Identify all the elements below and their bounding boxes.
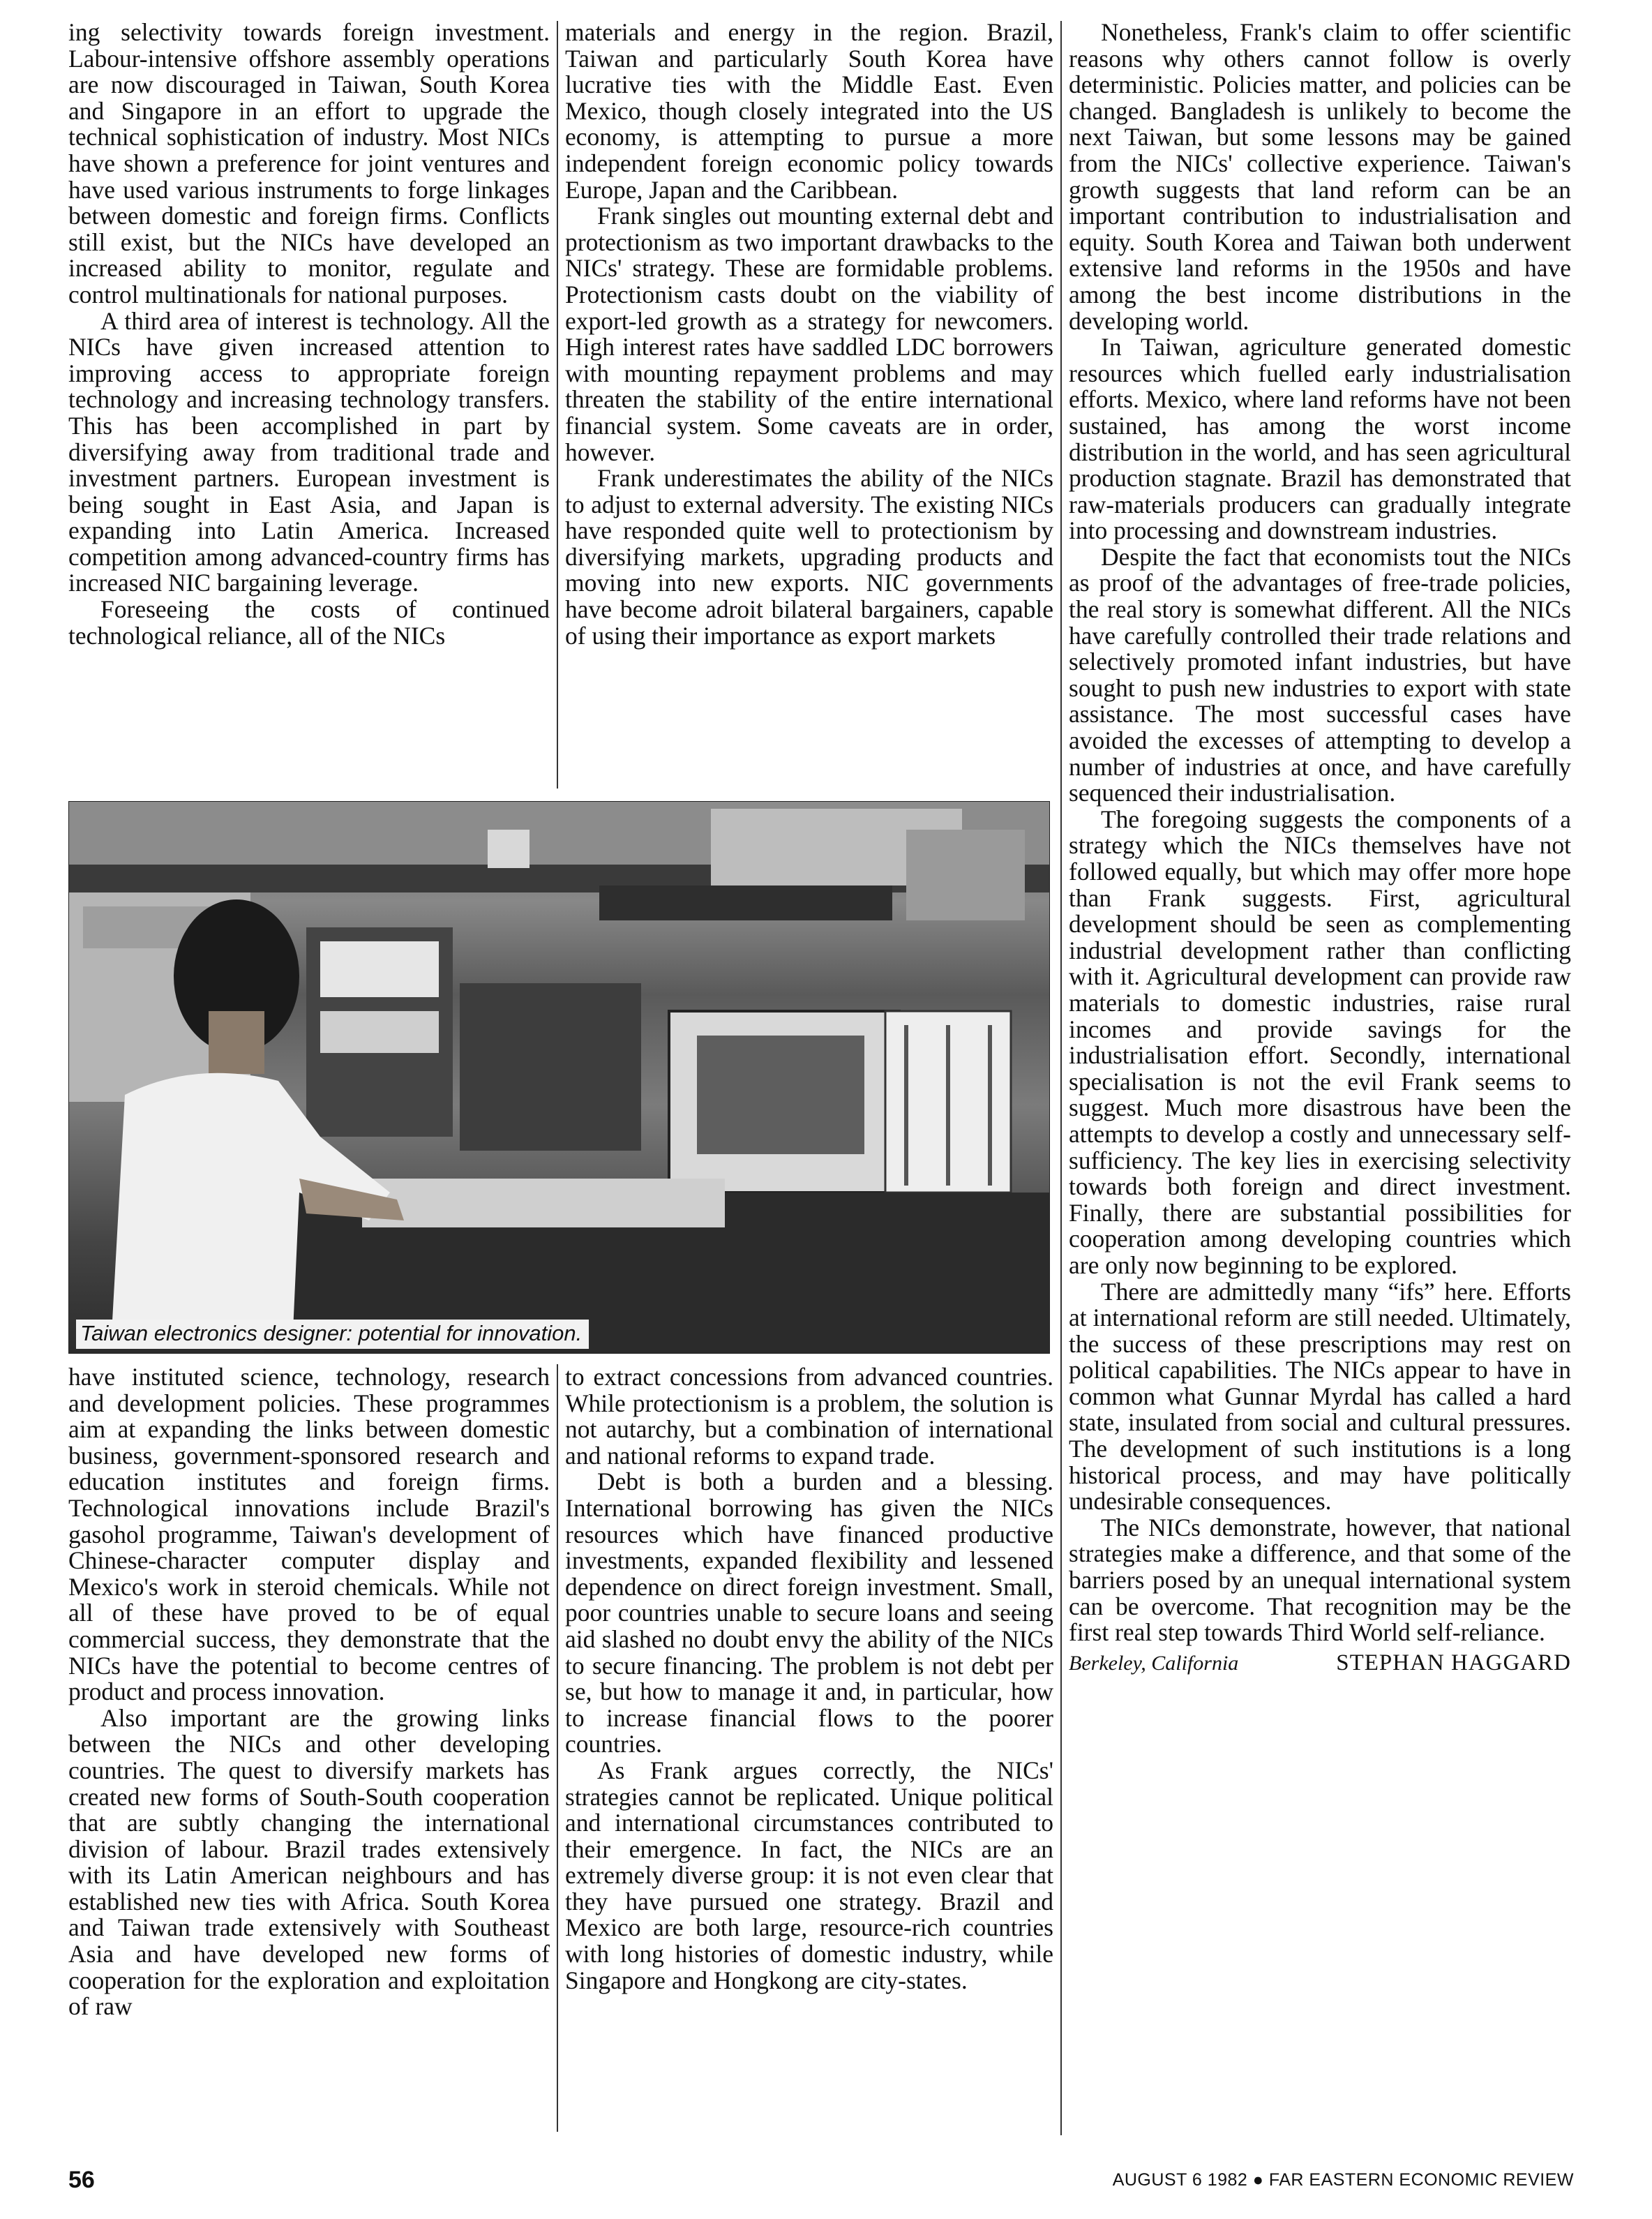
photo-caption: Taiwan electronics designer: potential for innovation.: [76, 1320, 589, 1349]
paragraph: have instituted science, technology, research and development policies. These programmes aim at expanding the links between domestic business, government-sponsored research and education institutes and foreign firms. Technological innovations include Brazil's gasohol programme, Taiwan's development of Chinese-character computer display and Mexico's work in steroid chemicals. While not all of these have proved to be of equal commercial success, they demonstrate that the NICs have the potential to become centres of product and process innovation.: [68, 1363, 550, 1706]
page-footer: AUGUST 6 1982 ● FAR EASTERN ECONOMIC REVIEW: [1112, 2170, 1574, 2190]
paragraph: As Frank argues correctly, the NICs' strategies cannot be replicated. Unique political and international circumstances contributed to their emergence. In fact, the NICs are an extremely diverse group: it is not even clear that they have pursued one strategy. Brazil and Mexico are both large, resource-rich countries with long histories of domestic industry, while Singapore and Hongkong are city-states.: [565, 1756, 1053, 1994]
column-rule: [557, 21, 558, 789]
column-rule: [557, 1364, 558, 2132]
column-2-top: [565, 20, 1053, 649]
paragraph: The NICs demonstrate, however, that national strategies make a difference, and that some of the barriers posed by an unequal international system can be overcome. That recognition may be the first real step towards Third World self-reliance.: [1069, 1513, 1571, 1647]
column-rule: [1060, 21, 1062, 2135]
paragraph: A third area of interest is technology. All the NICs have given increased attention to improving access to appropriate foreign technology and increasing technology transfers. This has been accomplished in part by diversifying away from traditional trade and investment partners. European investment is being sought in East Asia, and Japan is expanding into Latin America. Increased competition among advanced-country firms has increased NIC bargaining leverage.: [68, 306, 550, 597]
column-3: [1069, 20, 1571, 1676]
byline-author: STEPHAN HAGGARD: [1336, 1650, 1571, 1675]
column-2-bottom: [565, 1364, 1053, 1994]
paragraph: ing selectivity towards foreign investment. Labour-intensive offshore assembly operations are now discouraged in Taiwan, South Korea and Singapore in an effort to upgrade the technical sophistication of industry. Most NICs have shown a preference for joint ventures and have used various instruments to forge linkages between domestic and foreign firms. Conflicts still exist, but the NICs have developed an increased ability to monitor, regulate and control multinationals for national purposes.: [68, 18, 550, 308]
paragraph: Also important are the growing links between the NICs and other developing countries. The quest to diversify markets has created new forms of South-South cooperation that are subtly changing the international division of labour. Brazil trades extensively with its Latin American neighbours and has established new ties with Africa. South Korea and Taiwan trade extensively with Southeast Asia and have developed new forms of cooperation for the exploration and exploitation of raw: [68, 1703, 550, 2021]
paragraph: Despite the fact that economists tout the NICs as proof of the advantages of free-trade policies, the real story is somewhat different. All the NICs have carefully controlled their trade relations and selectively promoted infant industries, but have sought to push new industries to export with state assistance. The most successful cases have avoided the excesses of attempting to develop a number of industries at once, and have carefully sequenced their industrialisation.: [1069, 542, 1571, 807]
paragraph: There are admittedly many “ifs” here. Efforts at international reform are still needed. Ultimately, the success of these prescriptions may rest on political capabilities. The NICs appear to have in common what Gunnar Myrdal has called a hard state, insulated from social and cultural pressures. The development of such institutions is a long historical process, and may have politically undesirable consequences.: [1069, 1277, 1571, 1516]
paragraph: Foreseeing the costs of continued technological reliance, all of the NICs: [68, 595, 550, 650]
paragraph: In Taiwan, agriculture generated domestic resources which fuelled early industrialisation efforts. Mexico, where land reforms have not been sustained, has among the worst income distribution in the world, and has seen agricultural production stagnate. Brazil has demonstrated that raw-materials producers can gradually integrate into processing and downstream industries.: [1069, 333, 1571, 545]
paragraph: materials and energy in the region. Brazil, Taiwan and particularly South Korea have lucrative ties with the Middle East. Even Mexico, though closely integrated into the US economy, is attempting to pursue a more independent foreign economic policy towards Europe, Japan and the Caribbean.: [565, 18, 1053, 204]
column-1-bottom: [68, 1364, 550, 2020]
paragraph: Frank underestimates the ability of the NICs to adjust to external adversity. The existing NICs have responded quite well to protectionism by diversifying markets, upgrading products and moving into new exports. NIC governments have become adroit bilateral bargainers, capable of using their importance as export markets: [565, 464, 1053, 650]
paragraph: Nonetheless, Frank's claim to offer scientific reasons why others cannot follow is overly deterministic. Policies matter, and policies can be changed. Bangladesh is unlikely to become the next Taiwan, but some lessons may be gained from the NICs' collective experience. Taiwan's growth suggests that land reform can be an important contribution to industrialisation and equity. South Korea and Taiwan both underwent extensive land reforms in the 1950s and have among the best income distributions in the developing world.: [1069, 18, 1571, 335]
column-1-top: [68, 20, 550, 649]
page-number: 56: [68, 2167, 95, 2193]
paragraph: The foregoing suggests the components of a strategy which the NICs themselves have not followed equally, but which may offer more hope than Frank suggests. First, agricultural development should be seen as complementing industrial development rather than conflicting with it. Agricultural development can provide raw materials to domestic industries, raise rural incomes and provide savings for the industrialisation effort. Secondly, international specialisation is not the evil Frank seems to suggest. Much more disastrous have been the attempts to develop a costly and unnecessary self-sufficiency. The key lies in exercising selectivity towards both foreign and direct investment. Finally, there are substantial possibilities for cooperation among developing countries which are only now beginning to be explored.: [1069, 805, 1571, 1279]
byline-place: Berkeley, California: [1069, 1651, 1239, 1675]
byline: [1069, 1650, 1571, 1677]
paragraph: to extract concessions from advanced countries. While protectionism is a problem, the solution is not autarchy, but a combination of international and national reforms to expand trade.: [565, 1363, 1053, 1470]
paragraph: Frank singles out mounting external debt and protectionism as two important drawbacks to the NICs' strategy. These are formidable problems. Protectionism casts doubt on the viability of export-led growth as a strategy for newcomers. High interest rates have saddled LDC borrowers with mounting repayment problems and may threaten the stability of the entire international financial system. Some caveats are in order, however.: [565, 202, 1053, 466]
photo-illustration: [69, 802, 1049, 1353]
photo-electronics-designer: [68, 801, 1050, 1354]
paragraph: Debt is both a burden and a blessing. International borrowing has given the NICs resources which have financed productive investments, expanded flexibility and lessened dependence on direct foreign investment. Small, poor countries unable to secure loans and seeing aid slashed no doubt envy the ability of the NICs to secure financing. The problem is not debt per se, but how to manage it and, in particular, how to increase financial flows to the poorer countries.: [565, 1467, 1053, 1758]
